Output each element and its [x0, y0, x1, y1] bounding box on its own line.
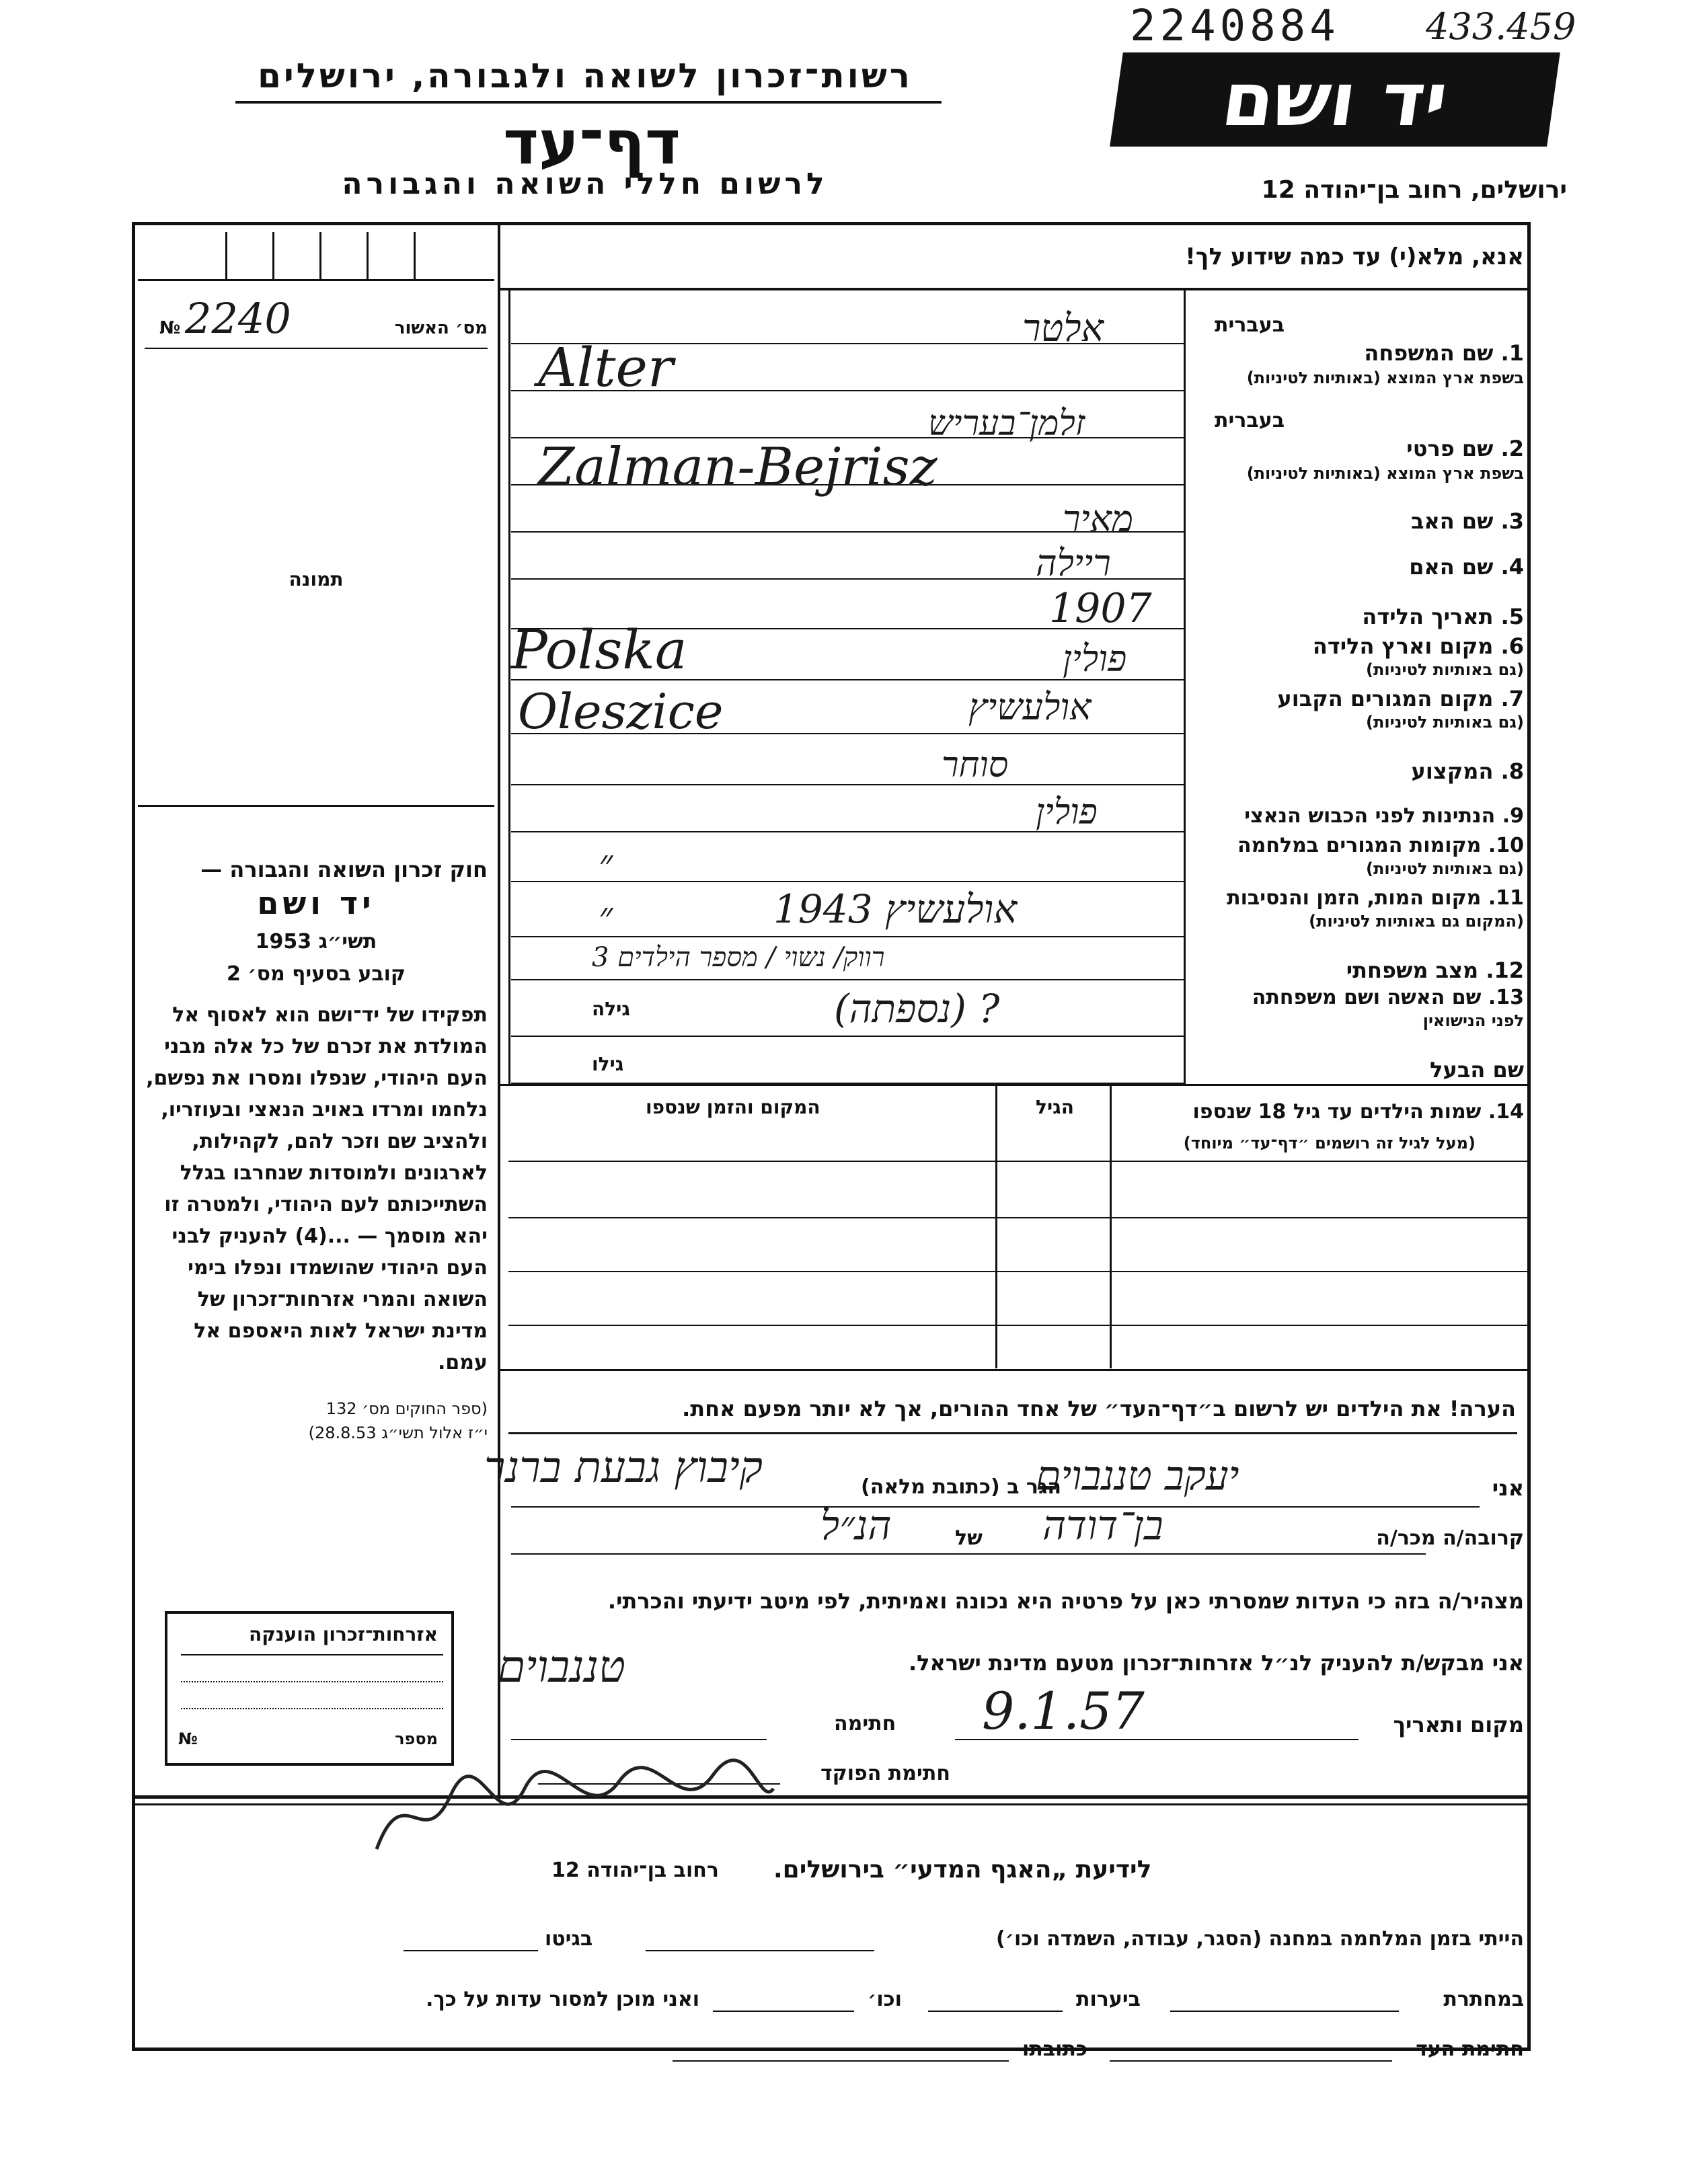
relation-of-value: הנ״ל: [820, 1502, 892, 1549]
in-hebrew-label-2: בעברית: [1215, 409, 1285, 432]
ghetto-label: בגיטו: [545, 1927, 593, 1951]
field-5-label: 5. תאריך הלידה: [1362, 604, 1524, 629]
field-8-label: 8. המקצוע: [1411, 758, 1524, 784]
field-7-sub: (גם באותיות לטיניות): [1366, 713, 1524, 732]
bottom-title: לידיעת „האגף המדעי״ בירושלים.: [773, 1856, 1152, 1883]
underground-label: במחתרת: [1443, 1988, 1524, 2011]
law-name: יד ושם: [257, 885, 375, 921]
law-text: תפקידו של יד־ושם הוא לאסוף אל המולדת את זכרם של כל אלה מבני העם היהודי, שנפלו ומסרו את נפשם, נלחמו ומרדו באויב הנאצי ובעוזריו, ולהציב שם וזכר להם, לקהילות, לארגונים ולמוסדות שנחרבו בגלל השתייכותם לעם היהודי, ולמטרה זו יהא מוסמך — ...(4) להעניק לבני העם היהודי שהושמדו ונפלו בימי השואה והמרי אזרחות־זכרון של מדינת ישראל לאות היאספם אל עמם.: [146, 1003, 488, 1374]
children-table-bottom: [500, 1369, 1529, 1371]
field-7-label: 7. מקום המגורים הקבוע: [1277, 686, 1524, 711]
declarant-signature: טננבוים: [498, 1641, 625, 1692]
header-address: ירושלים, רחוב בן־יהודה 12: [1261, 176, 1567, 204]
law-clause: קובע בסעיף מס׳ 2: [226, 962, 406, 986]
children-table-top: [500, 1084, 1529, 1086]
bottom-address: רחוב בן־יהודה 12: [551, 1859, 719, 1882]
father-name: מאיר: [1063, 498, 1134, 540]
photo-label: תמונה: [289, 568, 344, 590]
children-sub: (מעל לגיל זה רושמים ״דף־עד״ מיוחד): [1183, 1134, 1476, 1153]
citizenship-box: [165, 1611, 454, 1766]
citizenship-no: №: [178, 1729, 198, 1748]
form-title: דף־עד: [503, 108, 681, 178]
residence-latin: Oleszice: [518, 683, 724, 740]
family-status: רווק/ נשוי / מספר הילדים 3: [592, 942, 885, 973]
relation-value: בן־דודה: [1042, 1502, 1163, 1549]
officer-signature-scribble: [363, 1748, 780, 1869]
field-10-sub: (גם באותיות לטיניות): [1366, 859, 1524, 878]
law-title: חוק זכרון השואה והגבורה —: [200, 857, 488, 882]
yad-vashem-logo: יד ושם: [1110, 52, 1560, 147]
field-1-label: 1. שם המשפחה: [1364, 340, 1524, 366]
mother-name: ריילה: [1036, 542, 1111, 584]
citizenship-title: אזרחות־זכרון הוענקה: [249, 1623, 438, 1645]
value-label-divider: [1184, 290, 1186, 1084]
approval-number: 2240: [185, 294, 291, 343]
inner-value-border: [508, 290, 510, 1084]
children-header: 14. שמות הילדים עד גיל 18 שנספו: [1192, 1100, 1524, 1124]
field-13-sub: לפני הנישואין: [1422, 1011, 1524, 1030]
declaration-statement: מצהיר/ה בזה כי העדות שמסרתי כאן על פרטיה היא נכונה ואמיתית, לפי מיטב ידיעתי והכרתי.: [607, 1588, 1524, 1614]
birth-date: 1907: [1049, 585, 1152, 632]
declarant-name: יעקב טננבוים: [1036, 1452, 1239, 1499]
nationality: פולין: [1036, 792, 1098, 832]
forests-label: ביערות: [1076, 1988, 1141, 2011]
declaration-relative: קרובה/ה מכר/ה: [1376, 1526, 1524, 1550]
residence-hebrew: אולעשיץ: [968, 686, 1092, 728]
field-13-line[interactable]: [511, 1036, 1184, 1037]
institution-name: רשות־זכרון לשואה ולגבורה, ירושלים: [258, 56, 913, 95]
field-9-label: 9. הנתינות לפני הכבוש הנאצי: [1244, 804, 1524, 828]
signature-label: חתימה: [834, 1712, 896, 1736]
field-10-label: 10. מקומות המגורים במלחמה: [1237, 834, 1524, 857]
witness-signature-label: חתימת העד: [1416, 2037, 1524, 2061]
occupation: סוחר: [942, 745, 1009, 785]
field-12-line[interactable]: [511, 979, 1184, 980]
surname-latin: Alter: [538, 336, 674, 399]
in-hebrew-label-1: בעברית: [1215, 313, 1285, 337]
handwritten-number: 433.459: [1426, 5, 1576, 48]
approval-no-label: №: [159, 318, 181, 338]
declaration-resident: הגר ב (כתובת מלאה): [861, 1475, 1062, 1499]
approval-label: מס׳ האשור: [394, 318, 488, 338]
surname-hebrew: אלטר: [1022, 307, 1104, 350]
officer-signature-label: חתימת הפוקד: [820, 1762, 950, 1785]
firstname-latin: Zalman-Bejrisz: [538, 437, 937, 498]
citizenship-number-label: מספר: [395, 1729, 438, 1748]
photo-box: [138, 232, 494, 804]
place-date-value: 9.1.57: [982, 1681, 1145, 1741]
field-1-sub: בשפת ארץ המוצא (באותיות לטיניות): [1246, 368, 1524, 387]
field-12-label: 12. מצב משפחתי: [1346, 958, 1524, 983]
field-4-label: 4. שם האם: [1409, 554, 1524, 580]
form-intro: אנא, מלא(י) עד כמה שידוע לך!: [1185, 243, 1524, 270]
field-2-label: 2. שם פרטי: [1406, 436, 1524, 461]
archive-number: 2240884: [1130, 1, 1340, 51]
bottom-section-divider: [132, 1795, 1531, 1799]
field-3-label: 3. שם האב: [1410, 508, 1524, 534]
place-date-label: מקום ותאריך: [1393, 1712, 1524, 1738]
field-8-line[interactable]: [511, 784, 1184, 785]
law-reference-2: י״ז אלול תשי״ג 28.8.53): [308, 1424, 488, 1442]
field-6-label: 6. מקום וארץ הלידה: [1312, 633, 1524, 659]
testimony-label: ואני מוכן למסור עדות על כך.: [426, 1988, 699, 2011]
declaration-ani: אני: [1492, 1475, 1524, 1501]
left-column-divider: [498, 225, 500, 1799]
bottom-line-1: הייתי בזמן המלחמה במחנה (הסגר, עבודה, השמדה וכו׳): [996, 1927, 1524, 1951]
wife-name: ? (נספתה): [834, 986, 1000, 1031]
form-subtitle: לרשום חללי השואה והגבורה: [342, 167, 829, 201]
field-11-label: 11. מקום המות, הזמן והנסיבות: [1227, 886, 1524, 910]
birthplace-latin: Polska: [511, 619, 687, 681]
wartime-residence: ״: [599, 842, 613, 886]
husband-age-label: גילו: [592, 1053, 624, 1075]
field-2-sub: בשפת ארץ המוצא (באותיות לטיניות): [1246, 464, 1524, 483]
declarant-address: קיבוץ גבעת ברנר: [484, 1443, 763, 1493]
children-col-2: [1110, 1086, 1112, 1368]
declaration-request: אני מבקש/ת להעניק לנ״ל אזרחות־זכרון מטעם מדינת ישראל.: [909, 1650, 1524, 1676]
field-6-sub: (גם באותיות לטיניות): [1366, 660, 1524, 679]
field-11-sub: (המקום גם באותיות לטיניות): [1309, 912, 1524, 931]
bottom-section-divider-2: [132, 1803, 1531, 1805]
firstname-hebrew: זלמן־בעריש: [928, 403, 1085, 444]
children-place-header: המקום והזמן שנספו: [646, 1096, 820, 1118]
field-13-label: 13. שם האשה ושם משפחתה: [1252, 986, 1524, 1009]
witness-address-label: כתובתו: [1022, 2037, 1087, 2061]
children-age-header: הגיל: [1036, 1096, 1074, 1118]
wife-age-label: גילה: [592, 998, 630, 1020]
birthplace-hebrew: פולין: [1063, 637, 1127, 680]
children-col-1: [995, 1086, 997, 1368]
death-place-date: אולעשיץ 1943: [773, 886, 1018, 932]
law-year: תשי״ג 1953: [255, 930, 377, 953]
death-ditto: ״: [599, 894, 613, 938]
husband-label: שם הבעל: [1430, 1057, 1524, 1083]
declaration-of: של: [955, 1526, 983, 1550]
header-underline: [235, 101, 942, 104]
signature-line[interactable]: [511, 1739, 767, 1740]
law-reference-1: (ספר החוקים מס׳ 132: [326, 1399, 488, 1418]
note-text: הערה! את הילדים יש לרשום ב״דף־העד״ של אחד ההורים, אך לא יותר מפעם אחת.: [682, 1396, 1516, 1421]
etc-label: וכו׳: [868, 1988, 902, 2011]
